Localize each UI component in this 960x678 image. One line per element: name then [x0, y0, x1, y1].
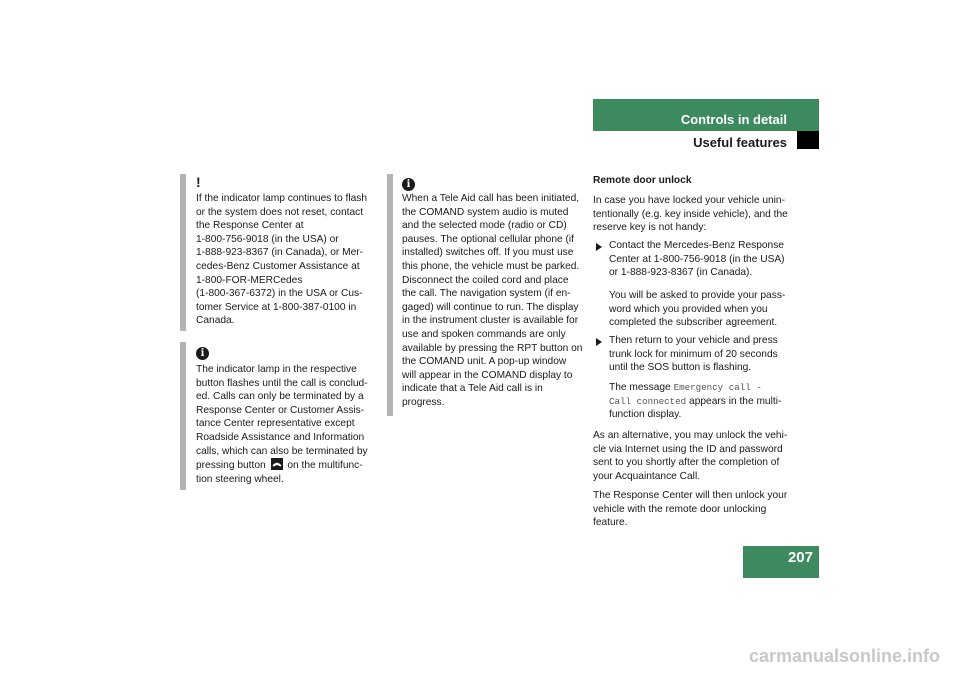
- message-line: [609, 395, 795, 409]
- step-bullet-icon: [596, 243, 602, 251]
- step-1: [609, 239, 795, 280]
- info-line-part: pressing button: [196, 460, 266, 472]
- warning-line: the Response Center at: [196, 220, 304, 232]
- info-line: gaged) will continue to run. The display: [402, 301, 579, 313]
- step-bullet-icon: [596, 338, 602, 346]
- warning-line: or the system does not reset, contact: [196, 206, 364, 218]
- info-line: When a Tele Aid call has been initiated,: [402, 193, 580, 204]
- header-marker: [797, 131, 819, 149]
- info-line: will appear in the COMAND display to: [402, 369, 573, 381]
- info-icon: i: [196, 347, 209, 360]
- info-line-with-icon: [196, 458, 382, 473]
- info-line: the call. The navigation system (if en-: [402, 288, 571, 300]
- subsection-title: Useful features: [693, 135, 787, 150]
- watermark: carmanualsonline.info: [748, 646, 940, 666]
- info-line: this phone, the vehicle must be parked.: [402, 260, 580, 272]
- intro-paragraph: [593, 194, 793, 235]
- section-title: Controls in detail: [680, 112, 787, 127]
- paragraph-line: sent to you shortly after the completion of: [593, 457, 780, 469]
- info-sidebar-middle: [387, 174, 393, 416]
- step-line: Center at 1-800-756-9018 (in the USA): [609, 253, 785, 265]
- info-line: button flashes until the call is conclud-: [196, 377, 368, 389]
- warning-icon: !: [196, 174, 201, 190]
- paragraph-line: reserve key is not handy:: [593, 222, 707, 234]
- warning-text: [196, 192, 382, 328]
- info-line: use and spoken commands are only: [402, 328, 566, 340]
- section-heading: Remote door unlock: [593, 175, 692, 186]
- page-number: 207: [787, 549, 813, 566]
- step-line: word which you provided when you: [609, 303, 768, 315]
- paragraph-line: cle via Internet using the ID and password: [593, 443, 783, 455]
- warning-line: If the indicator lamp continues to flash: [196, 193, 368, 204]
- info-line: tion steering wheel.: [196, 473, 284, 485]
- info-line: the COMAND system audio is muted: [402, 206, 569, 218]
- step-1-note: [609, 289, 795, 330]
- warning-line: tomer Service at 1-800-387-0100 in: [196, 301, 357, 313]
- step-2: [609, 334, 795, 375]
- message-note: [609, 381, 795, 422]
- info-line: in the instrument cluster is available for: [402, 315, 579, 327]
- info-icon: i: [402, 178, 415, 191]
- end-call-handset-icon: [271, 458, 283, 470]
- closing-paragraph: [593, 489, 793, 530]
- warning-line: Canada.: [196, 315, 235, 327]
- step-line: completed the subscriber agreement.: [609, 317, 778, 329]
- message-line: [609, 381, 795, 395]
- step-line: Then return to your vehicle and press: [609, 335, 778, 346]
- step-line: trunk lock for minimum of 20 seconds: [609, 348, 778, 360]
- message-prefix: The message: [609, 382, 671, 393]
- message-suffix: appears in the multi-: [689, 395, 782, 407]
- step-line: You will be asked to provide your pass-: [609, 290, 786, 301]
- display-message: Emergency call -: [673, 382, 762, 393]
- info-line: The indicator lamp in the respective: [196, 364, 357, 375]
- step-line: until the SOS button is flashing.: [609, 362, 752, 374]
- info-line: Response Center or Customer Assis-: [196, 404, 365, 416]
- paragraph-line: The Response Center will then unlock your: [593, 490, 788, 501]
- paragraph-line: your Acquaintance Call.: [593, 470, 701, 482]
- info-line: installed) switches off. If you must use: [402, 247, 574, 259]
- info-line: Disconnect the coiled cord and place: [402, 274, 569, 286]
- info-sidebar: [180, 342, 186, 490]
- warning-line: 1-800-756-9018 (in the USA) or: [196, 233, 339, 245]
- paragraph-line: feature.: [593, 517, 628, 529]
- info-line: available by pressing the RPT button on: [402, 342, 583, 354]
- display-message: Call connected: [609, 395, 687, 407]
- step-line: Contact the Mercedes-Benz Response: [609, 240, 784, 251]
- warning-line: (1-800-367-6372) in the USA or Cus-: [196, 288, 363, 300]
- paragraph-line: tentionally (e.g. key inside vehicle), and the: [593, 208, 788, 220]
- warning-line: cedes-Benz Customer Assistance at: [196, 260, 360, 272]
- info-line: the COMAND unit. A pop-up window: [402, 356, 567, 368]
- warning-sidebar: [180, 174, 186, 331]
- info-line: and the selected mode (radio or CD): [402, 220, 567, 232]
- step-line: or 1-888-923-8367 (in Canada).: [609, 267, 753, 279]
- paragraph-line: In case you have locked your vehicle unin-: [593, 195, 785, 206]
- info-line-part: on the multifunc-: [287, 460, 363, 472]
- info-line: Roadside Assistance and Information: [196, 431, 365, 443]
- info-line: tance Center representative except: [196, 418, 355, 430]
- paragraph-line: vehicle with the remote door unlocking: [593, 503, 767, 515]
- paragraph-line: As an alternative, you may unlock the vehi-: [593, 430, 788, 441]
- message-line: function display.: [609, 409, 682, 421]
- info-line: ed. Calls can only be terminated by a: [196, 391, 364, 403]
- info-line: calls, which can also be terminated by: [196, 445, 368, 457]
- warning-line: 1-888-923-8367 (in Canada), or Mer-: [196, 247, 364, 259]
- info-line: indicate that a Tele Aid call is in: [402, 383, 543, 395]
- alternative-paragraph: [593, 429, 793, 483]
- warning-line: 1-800-FOR-MERCedes: [196, 274, 303, 286]
- info-line: pauses. The optional cellular phone (if: [402, 233, 574, 245]
- info-line: progress.: [402, 396, 445, 408]
- info-text-left: [196, 363, 382, 486]
- info-text-middle: [402, 192, 582, 410]
